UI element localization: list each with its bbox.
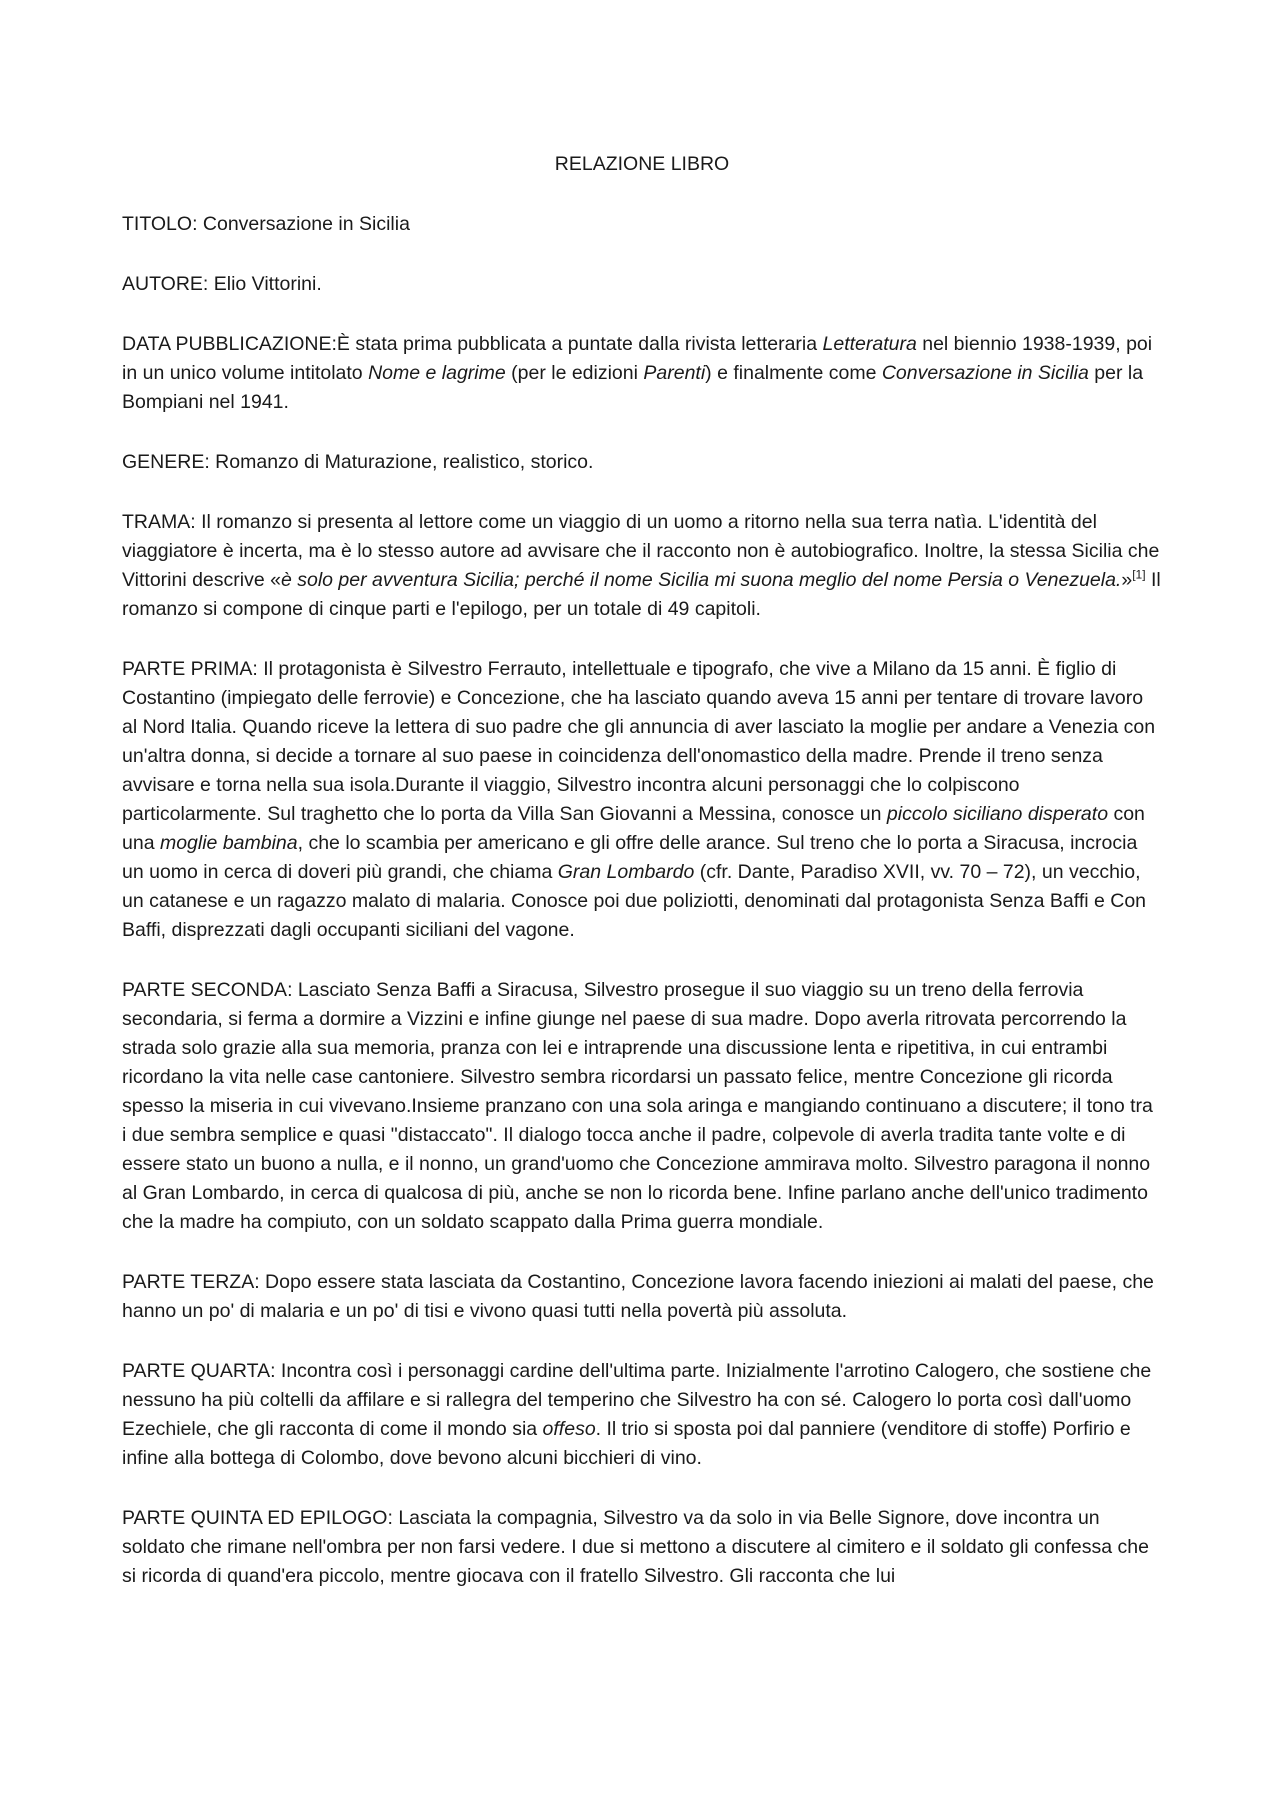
italic-title-nome-e-lagrime: Nome e lagrime bbox=[368, 362, 506, 384]
italic-quote: è solo per avventura Sicilia; perché il nome Sicilia mi suona meglio del nome Persia o Venezuela. bbox=[280, 569, 1122, 591]
text-span: DATA PUBBLICAZIONE:È stata prima pubblicata a puntate dalla rivista letteraria bbox=[122, 333, 823, 355]
text-span: per la Bompiani nel 1941. bbox=[122, 362, 1144, 413]
text-span: TRAMA: Il romanzo si presenta al lettore come un viaggio di un uomo a ritorno nella sua terra natìa. L'identità del viaggiatore è incerta, ma è lo stesso autore ad avvisare che il racconto non è autobiografico. Inoltre, la stessa Sicilia che Vittorini descrive « bbox=[122, 511, 1160, 591]
text-span: (per le edizioni bbox=[505, 362, 644, 384]
paragraph-trama bbox=[122, 508, 1162, 624]
text-span: nel biennio 1938-1939, poi in un unico volume intitolato bbox=[122, 333, 1153, 384]
paragraph-data-pubblicazione bbox=[122, 330, 1162, 417]
paragraph-titolo: TITOLO: Conversazione in Sicilia bbox=[122, 213, 410, 235]
text-span: . Il trio si sposta poi dal panniere (venditore di stoffe) Porfirio e infine alla bottega di Colombo, dove bevono alcuni bicchieri di vino. bbox=[122, 1418, 1131, 1469]
text-span: Il romanzo si compone di cinque parti e l'epilogo, per un totale di 49 capitoli. bbox=[122, 569, 1161, 620]
text-span: PARTE PRIMA: Il protagonista è Silvestro Ferrauto, intellettuale e tipografo, che vive a Milano da 15 anni. È figlio di Costantino (impiegato delle ferrovie) e Concezione, che ha lasciato quando aveva 15 anni per tentare di trovare lavoro al Nord Italia. Quando riceve la lettera di suo padre che gli annuncia di aver lasciato la moglie per andare a Venezia con un'altra donna, si decide a tornare al suo paese in coincidenza dell'onomastico della madre. Prende il treno senza avvisare e torna nella sua isola.Durante il viaggio, Silvestro incontra alcuni personaggi che lo colpiscono particolarmente. Sul traghetto che lo porta da Villa San Giovanni a Messina, conosce un bbox=[122, 658, 1156, 825]
italic-phrase: Gran Lombardo bbox=[557, 861, 695, 883]
paragraph-parte-prima bbox=[122, 655, 1162, 945]
footnote-ref[interactable]: [1] bbox=[1132, 567, 1146, 582]
text-span: , che lo scambia per americano e gli offre delle arance. Sul treno che lo porta a Siracusa, incrocia un uomo in cerca di doveri più grandi, che chiama bbox=[122, 832, 1138, 883]
text-span: PARTE QUARTA: Incontra così i personaggi cardine dell'ultima parte. Inizialmente l'arrotino Calogero, che sostiene che nessuno ha più coltelli da affilare e si rallegra del temperino che Silvestro ha con sé. Calogero lo porta così dall'uomo Ezechiele, che gli racconta di come il mondo sia bbox=[122, 1360, 1152, 1440]
italic-word: offeso bbox=[542, 1418, 596, 1440]
paragraph-parte-quarta bbox=[122, 1357, 1162, 1473]
document-title: RELAZIONE LIBRO bbox=[554, 153, 730, 175]
text-span: » bbox=[1121, 569, 1133, 591]
italic-title-conversazione: Conversazione in Sicilia bbox=[881, 362, 1089, 384]
text-span: ) e finalmente come bbox=[705, 362, 882, 384]
text-span: con una bbox=[122, 803, 1145, 854]
italic-phrase: moglie bambina bbox=[159, 832, 298, 854]
document-page bbox=[122, 150, 1162, 1622]
paragraph-parte-quinta: PARTE QUINTA ED EPILOGO: Lasciata la compagnia, Silvestro va da solo in via Belle Signore, dove incontra un soldato che rimane nell'ombra per non farsi vedere. I due si mettono a discutere al cimitero e il soldato gli confessa che si ricorda di quand'era piccolo, mentre giocava con il fratello Silvestro. Gli racconta che lui bbox=[122, 1507, 1149, 1587]
italic-publisher-parenti: Parenti bbox=[643, 362, 706, 384]
paragraph-parte-seconda: PARTE SECONDA: Lasciato Senza Baffi a Siracusa, Silvestro prosegue il suo viaggio su un treno della ferrovia secondaria, si ferma a dormire a Vizzini e infine giunge nel paese di sua madre. Dopo averla ritrovata percorrendo la strada solo grazie alla sua memoria, pranza con lei e intraprende una discussione lenta e ripetitiva, in cui entrambi ricordano la vita nelle case cantoniere. Silvestro sembra ricordarsi un passato felice, mentre Concezione gli ricorda spesso la miseria in cui vivevano.Insieme pranzano con una sola aringa e mangiando continuano a discutere; il tono tra i due sembra semplice e quasi "distaccato". Il dialogo tocca anche il padre, colpevole di averla tradita tante volte e di essere stato un buono a nulla, e il nonno, un grand'uomo che Concezione ammirava molto. Silvestro paragona il nonno al Gran Lombardo, in cerca di qualcosa di più, anche se non lo ricorda bene. Infine parlano anche dell'unico tradimento che la madre ha compiuto, con un soldato scappato dalla Prima guerra mondiale. bbox=[122, 979, 1153, 1233]
paragraph-autore: AUTORE: Elio Vittorini. bbox=[122, 273, 322, 295]
italic-title-letteratura: Letteratura bbox=[822, 333, 917, 355]
paragraph-parte-terza: PARTE TERZA: Dopo essere stata lasciata da Costantino, Concezione lavora facendo iniezioni ai malati del paese, che hanno un po' di malaria e un po' di tisi e vivono quasi tutti nella povertà più assoluta. bbox=[122, 1271, 1154, 1322]
italic-phrase: piccolo siciliano disperato bbox=[886, 803, 1109, 825]
text-span: (cfr. Dante, Paradiso XVII, vv. 70 – 72), un vecchio, un catanese e un ragazzo malato di malaria. Conosce poi due poliziotti, denominati dal protagonista Senza Baffi e Con Baffi, disprezzati dagli occupanti siciliani del vagone. bbox=[122, 861, 1147, 941]
paragraph-genere: GENERE: Romanzo di Maturazione, realistico, storico. bbox=[122, 451, 594, 473]
